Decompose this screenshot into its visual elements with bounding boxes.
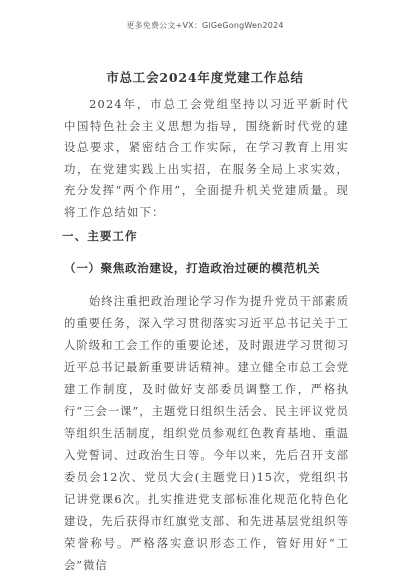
watermark-text: 更多免费公文+VX：GlGeGongWen2024 xyxy=(126,21,284,30)
section-heading: 一、主要工作 xyxy=(62,229,138,243)
intro-paragraph: 2024年，市总工会党组坚持以习近平新时代中国特色社会主义思想为指导，围绕新时代党的建设总要求，紧密结合工作实际，在学习教育上用实功，在党建实践上出实招，在服务全局上求实效，充分发挥“两个作用”，全面提升机关党建质量。现将工作总结如下： xyxy=(64,97,349,219)
subsection-heading: （一）聚焦政治建设，打造政治过硬的模范机关 xyxy=(64,261,321,275)
body-paragraph: 始终注重把政治理论学习作为提升党员干部素质的重要任务，深入学习贯彻落实习近平总书记关于工人阶级和工会工作的重要论述，及时跟进学习贯彻习近平总书记最新重要讲话精神。建立健全市总工会党建工作制度，及时做好支部委员调整工作，严格执行“三会一课”，主题党日组织生活会、民主评议党员等组织生活制度，组织党员参观红色教育基地、重温入党誓词、过政治生日等。今年以来，先后召开支部委员会12次、党员大会(主题党日)15次，党组织书记讲党课6次。扎实推进党支部标准化规范化特色化建设，先后获得市红旗党支部、和先进基层党组织等荣誉称号。严格落实意识形态工作，管好用好“工会”微信 xyxy=(64,295,349,572)
document-title: 市总工会2024年度党建工作总结 xyxy=(106,70,304,85)
